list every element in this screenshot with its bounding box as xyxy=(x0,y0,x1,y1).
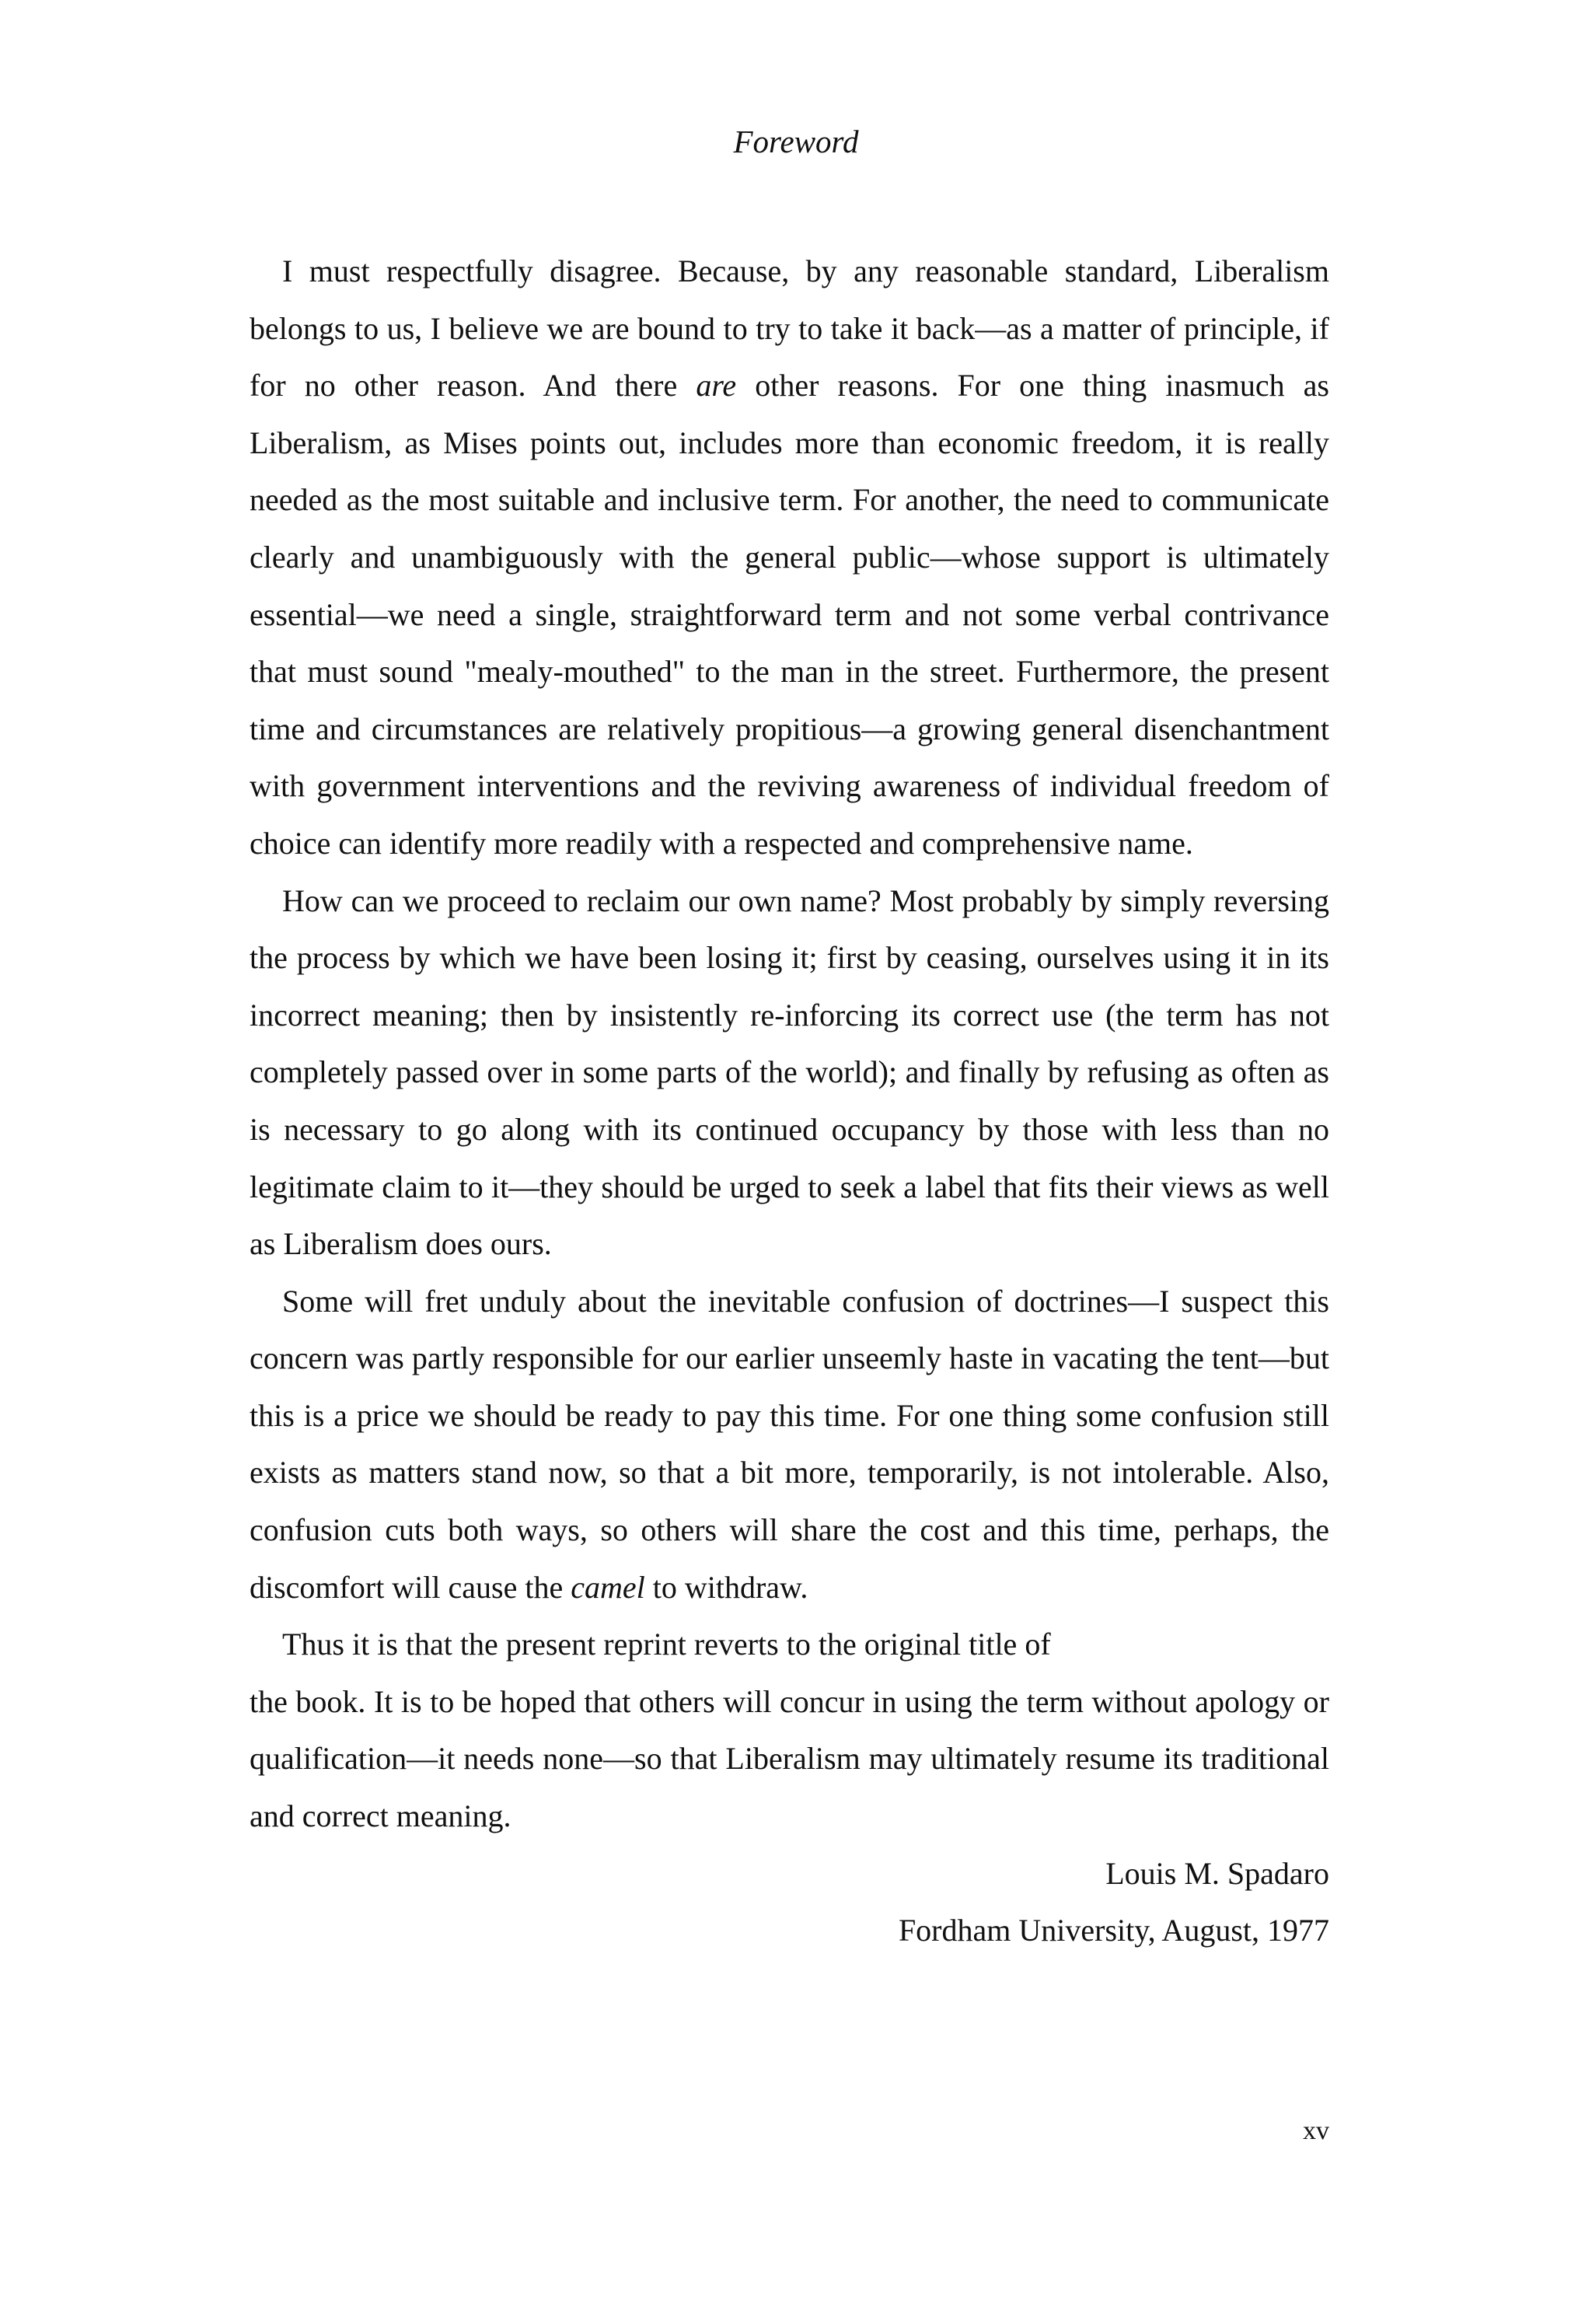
running-title: Foreword xyxy=(733,124,859,159)
paragraph-3 xyxy=(250,1273,1329,1616)
paragraph-3-text-a: Some will fret unduly about the inevitable confusion of doctrines—I suspect this concern was partly responsible for our earlier unseemly haste in vacating the tent—but this is a price we should be ready to pay this time. For one thing some confusion still exists as matters stand now, so that a bit more, temporarily, is not intolerable. Also, confusion cuts both ways, so others will share the cost and this time, perhaps, the discomfort will cause the xyxy=(250,1283,1329,1605)
signature-name: Louis M. Spadaro xyxy=(1105,1855,1329,1891)
body-text xyxy=(250,243,1329,1959)
paragraph-1-emphasis: are xyxy=(696,368,737,404)
paragraph-3-emphasis: camel xyxy=(571,1569,645,1605)
paragraph-4-continuation: the book. It is to be hoped that others will concur in using the term without apology or qualification—it needs none—so that Liberalism may ultimately resume its traditional and correct meaning. xyxy=(250,1683,1329,1834)
paragraph-2: How can we proceed to reclaim our own name? Most probably by simply reversing the process by which we have been losing it; first by ceasing, ourselves using it in its incorrect meaning; then by insistently re-inforcing its correct use (the term has not completely passed over in some parts of the world); and finally by refusing as often as is necessary to go along with its continued occupancy by those with less than no legitimate claim to it—they should be urged to seek a label that fits their views as well as Liberalism does ours. xyxy=(250,882,1329,1262)
signature-affiliation: Fordham University, August, 1977 xyxy=(898,1913,1329,1948)
page-number: xv xyxy=(1303,2116,1329,2145)
paragraph-1-text-b: other reasons. For one thing inasmuch as Liberalism, as Mises points out, includes more than economic freedom, it is really needed as the most suitable and inclusive term. For another, the need to communicate clearly and unambiguously with the general public—whose support is ultimately essential—we need a single, straightforward term and not some verbal contrivance that must sound "mealy-mouthed" to the man in the street. Furthermore, the present time and circumstances are relatively propitious—a growing general disenchantment with government interventions and the reviving awareness of individual freedom of choice can identify more readily with a respected and comprehensive name. xyxy=(250,368,1330,861)
paragraph-1-text-a: I must respectfully disagree. Because, by any reasonable standard, Liberalism belongs to us, I believe we are bound to try to take it back—as a matter of principle, if for no other reason. And there xyxy=(250,253,1329,404)
paragraph-4-first-line: Thus it is that the present reprint reverts to the original title of xyxy=(282,1627,1051,1662)
paragraph-3-text-b: to withdraw. xyxy=(644,1569,808,1605)
paragraph-1 xyxy=(250,243,1329,872)
